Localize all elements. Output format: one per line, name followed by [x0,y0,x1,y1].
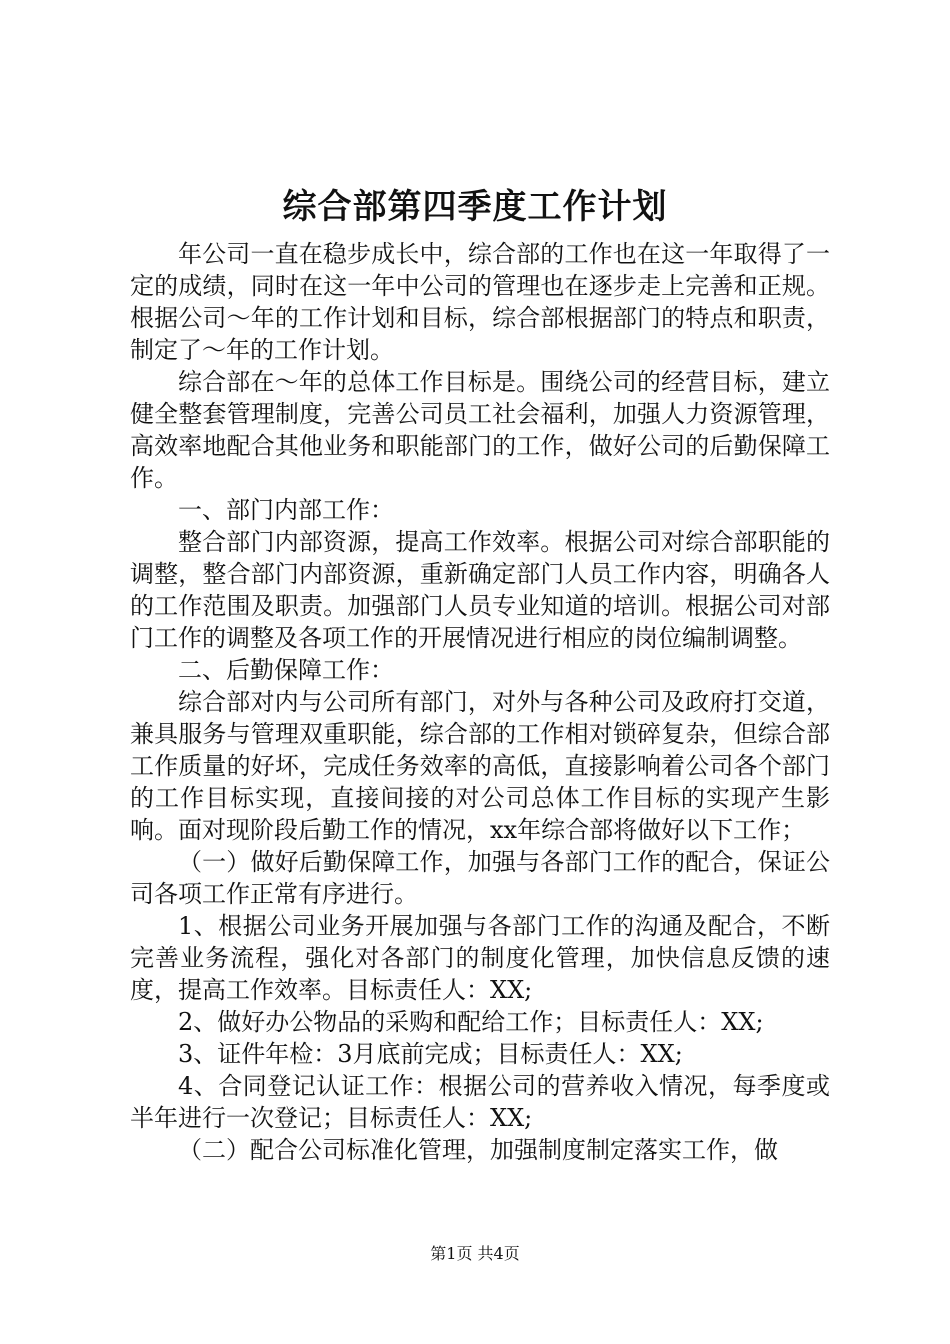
paragraph-internal-work: 整合部门内部资源，提高工作效率。根据公司对综合部职能的调整，整合部门内部资源，重新确定部门人员工作内容，明确各人的工作范围及职责。加强部门人员专业知道的培训。根据公司对部门工作的调整及各项工作的开展情况进行相应的岗位编制调整。 [130,528,830,652]
paragraph-intro: 年公司一直在稳步成长中，综合部的工作也在这一年取得了一定的成绩，同时在这一年中公司的管理也在逐步走上完善和正规。根据公司～年的工作计划和目标，综合部根据部门的特点和职责，制定了～年的工作计划。 [130,240,830,364]
document-title: 综合部第四季度工作计划 [282,187,668,227]
paragraph-overall-goal: 综合部在～年的总体工作目标是。围绕公司的经营目标，建立健全整套管理制度，完善公司员工社会福利，加强人力资源管理，高效率地配合其他业务和职能部门的工作，做好公司的后勤保障工作。 [130,368,830,492]
heading-internal-work: 一、部门内部工作： [178,496,394,524]
subheading-logistics-2: （二）配合公司标准化管理，加强制度制定落实工作，做 [178,1136,778,1164]
list-item-3: 3、证件年检：3月底前完成；目标责任人：XX; [178,1040,683,1068]
list-item-4: 4、合同登记认证工作：根据公司的营养收入情况，每季度或半年进行一次登记；目标责任人：XX; [130,1072,830,1132]
subheading-logistics-1: （一）做好后勤保障工作，加强与各部门工作的配合，保证公司各项工作正常有序进行。 [130,848,830,908]
document-body [130,238,830,1166]
page-footer: 第1页 共4页 [430,1244,520,1263]
paragraph-logistics: 综合部对内与公司所有部门，对外与各种公司及政府打交道，兼具服务与管理双重职能，综合部的工作相对锁碎复杂，但综合部工作质量的好坏，完成任务效率的高低，直接影响着公司各个部门的工作目标实现，直接间接的对公司总体工作目标的实现产生影响。面对现阶段后勤工作的情况，xx年综合部将做好以下工作； [130,688,830,844]
list-item-1: 1、根据公司业务开展加强与各部门工作的沟通及配合，不断完善业务流程，强化对各部门的制度化管理，加快信息反馈的速度，提高工作效率。目标责任人：XX; [130,912,830,1004]
list-item-2: 2、做好办公物品的采购和配给工作；目标责任人：XX; [178,1008,764,1036]
heading-logistics: 二、后勤保障工作： [178,656,394,684]
